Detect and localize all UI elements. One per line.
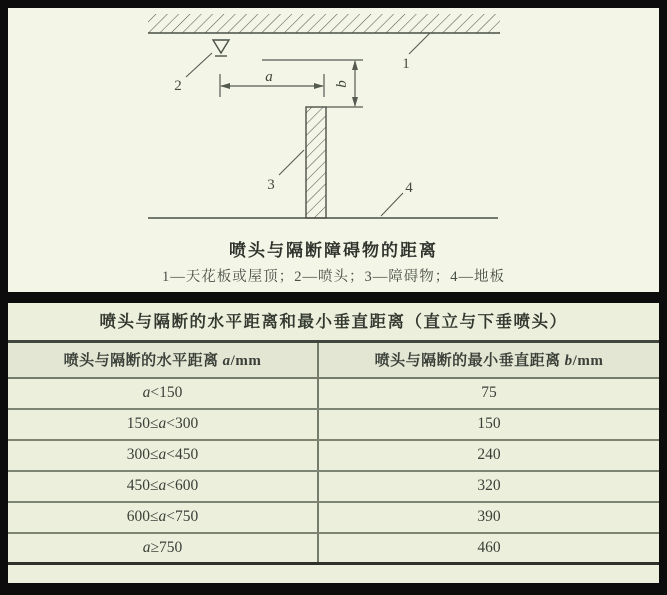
- range-pre: 600≤: [126, 508, 159, 525]
- callout-sprinkler: 2: [174, 78, 182, 94]
- ceiling-hatch: [148, 14, 500, 33]
- value-cell: 240: [318, 440, 659, 471]
- col-header-horizontal-distance: [8, 342, 318, 378]
- range-pre: 150≤: [126, 415, 159, 432]
- obstacle-rect: [306, 107, 326, 218]
- leader-obstacle: [279, 150, 304, 175]
- range-var: a: [158, 477, 167, 494]
- table-row: [8, 378, 659, 409]
- range-var: a: [158, 446, 167, 463]
- range-post: ≥750: [150, 538, 183, 556]
- figure-canvas: [8, 8, 659, 234]
- figure-title: 喷头与隔断障碍物的距离: [229, 241, 438, 260]
- range-post: <750: [166, 508, 199, 525]
- range-cell: [8, 533, 318, 564]
- table-panel: [8, 303, 659, 583]
- range-var: a: [142, 384, 151, 401]
- range-cell: [8, 440, 318, 471]
- col2-text: 喷头与隔断的最小垂直距离: [374, 353, 561, 370]
- range-cell: [8, 378, 318, 409]
- leader-ceiling: [409, 33, 430, 54]
- table-row: [8, 502, 659, 533]
- callout-floor: 4: [405, 180, 413, 196]
- range-var: a: [158, 415, 167, 432]
- range-pre: 300≤: [126, 446, 159, 463]
- figure-panel: [8, 8, 659, 292]
- figure-legend: 1—天花板或屋顶；2—喷头；3—障碍物；4—地板: [162, 269, 505, 285]
- table-row: [8, 440, 659, 471]
- col1-text: 喷头与隔断的水平距离: [63, 353, 219, 370]
- dim-a-label: a: [265, 69, 273, 85]
- col2-unit: /mm: [572, 353, 604, 370]
- value-cell: 460: [477, 538, 501, 556]
- value-cell: 320: [318, 471, 659, 502]
- callout-obstacle: 3: [267, 177, 275, 193]
- range-cell: [8, 409, 318, 440]
- col1-unit: /mm: [230, 353, 262, 370]
- range-post: <150: [150, 384, 183, 401]
- table-title: 喷头与隔断的水平距离和最小垂直距离（直立与下垂喷头）: [99, 312, 568, 331]
- col-header-vertical-distance: [318, 342, 659, 378]
- range-cell: [8, 502, 318, 533]
- range-post: <450: [166, 446, 199, 463]
- col2-var: b: [564, 353, 573, 370]
- value-cell: 150: [318, 409, 659, 440]
- col1-var: a: [222, 353, 231, 370]
- range-var: a: [158, 508, 167, 525]
- value-cell: 390: [318, 502, 659, 533]
- range-var: a: [142, 538, 151, 556]
- leader-sprinkler: [186, 53, 212, 77]
- range-cell: [8, 471, 318, 502]
- table-row: [8, 471, 659, 502]
- value-cell: 75: [318, 378, 659, 409]
- table-header-row: [8, 342, 659, 378]
- leader-floor: [381, 193, 403, 216]
- distance-table: [8, 340, 659, 565]
- range-post: <600: [166, 477, 199, 494]
- table-row: [8, 409, 659, 440]
- callout-ceiling: 1: [402, 56, 410, 72]
- range-pre: 450≤: [126, 477, 159, 494]
- table-row: [8, 533, 659, 564]
- dim-b-label: b: [334, 80, 350, 88]
- sprinkler-icon: [213, 40, 229, 56]
- range-post: <300: [166, 415, 199, 432]
